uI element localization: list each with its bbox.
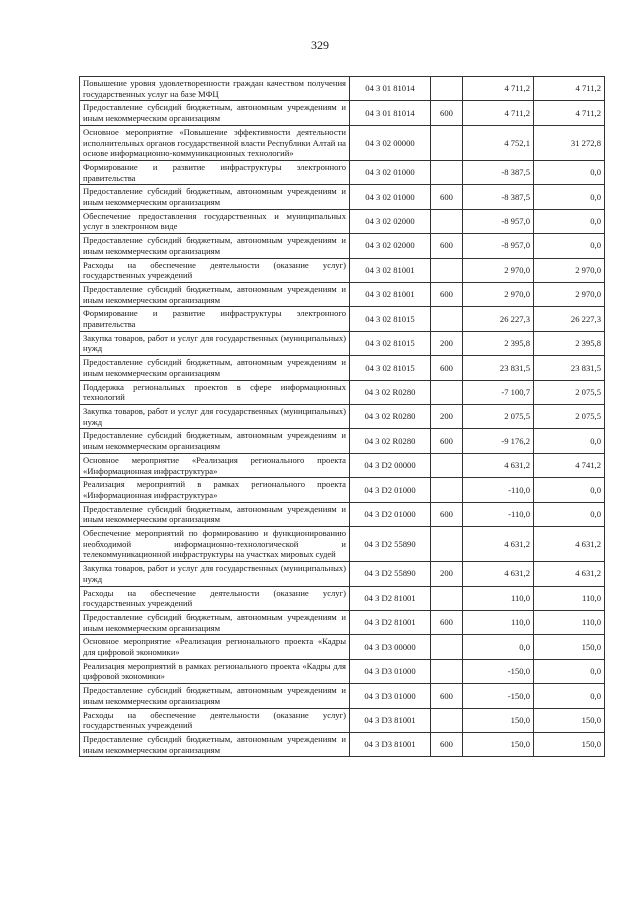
- expense-type-cell: [431, 209, 463, 233]
- expense-type-cell: 600: [431, 101, 463, 125]
- table-row: [80, 331, 605, 355]
- amount-change-cell: 4 711,2: [463, 77, 534, 101]
- expense-name-cell: Предоставление субсидий бюджетным, автономным учреждениям и иным некоммерческим организациям: [80, 282, 350, 306]
- budget-code-cell: 04 3 D3 01000: [350, 659, 431, 683]
- amount-total-cell: 4 631,2: [534, 527, 605, 562]
- table-row: [80, 610, 605, 634]
- table-row: [80, 586, 605, 610]
- amount-total-cell: 0,0: [534, 478, 605, 502]
- budget-code-cell: 04 3 D2 01000: [350, 478, 431, 502]
- table-row: [80, 234, 605, 258]
- budget-code-cell: 04 3 D3 00000: [350, 635, 431, 659]
- expense-type-cell: 600: [431, 684, 463, 708]
- amount-total-cell: 2 395,8: [534, 331, 605, 355]
- budget-code-cell: 04 3 01 81014: [350, 77, 431, 101]
- table-row: [80, 562, 605, 586]
- amount-change-cell: 2 395,8: [463, 331, 534, 355]
- amount-change-cell: -110,0: [463, 478, 534, 502]
- table-row: [80, 404, 605, 428]
- amount-total-cell: 0,0: [534, 234, 605, 258]
- expense-name-cell: Основное мероприятие «Реализация регионального проекта «Информационная инфраструктура»: [80, 453, 350, 477]
- expense-type-cell: [431, 453, 463, 477]
- amount-change-cell: 150,0: [463, 708, 534, 732]
- budget-code-cell: 04 3 02 81001: [350, 282, 431, 306]
- amount-total-cell: 0,0: [534, 185, 605, 209]
- amount-change-cell: -150,0: [463, 684, 534, 708]
- amount-change-cell: -8 957,0: [463, 234, 534, 258]
- table-row: [80, 478, 605, 502]
- amount-change-cell: -8 957,0: [463, 209, 534, 233]
- amount-total-cell: 0,0: [534, 659, 605, 683]
- table-row: [80, 527, 605, 562]
- budget-code-cell: 04 3 02 02000: [350, 234, 431, 258]
- table-row: [80, 684, 605, 708]
- amount-change-cell: 2 970,0: [463, 258, 534, 282]
- amount-change-cell: 110,0: [463, 610, 534, 634]
- budget-code-cell: 04 3 02 81015: [350, 331, 431, 355]
- amount-total-cell: 2 075,5: [534, 380, 605, 404]
- table-row: [80, 380, 605, 404]
- amount-total-cell: 0,0: [534, 429, 605, 453]
- amount-change-cell: 4 711,2: [463, 101, 534, 125]
- table-row: [80, 307, 605, 331]
- budget-code-cell: 04 3 02 81015: [350, 356, 431, 380]
- budget-code-cell: 04 3 D2 00000: [350, 453, 431, 477]
- expense-name-cell: Реализация мероприятий в рамках регионального проекта «Кадры для цифровой экономики»: [80, 659, 350, 683]
- expense-name-cell: Повышение уровня удовлетворенности граждан качеством получения государственных услуг на базе МФЦ: [80, 77, 350, 101]
- expense-name-cell: Расходы на обеспечение деятельности (оказание услуг) государственных учреждений: [80, 586, 350, 610]
- budget-code-cell: 04 3 D3 01000: [350, 684, 431, 708]
- amount-total-cell: 0,0: [534, 684, 605, 708]
- expense-type-cell: 600: [431, 185, 463, 209]
- amount-total-cell: 110,0: [534, 610, 605, 634]
- expense-type-cell: [431, 527, 463, 562]
- expense-type-cell: [431, 659, 463, 683]
- budget-code-cell: 04 3 02 R0280: [350, 404, 431, 428]
- expense-name-cell: Предоставление субсидий бюджетным, автономным учреждениям и иным некоммерческим организациям: [80, 429, 350, 453]
- expense-type-cell: [431, 258, 463, 282]
- amount-total-cell: 150,0: [534, 732, 605, 756]
- budget-code-cell: 04 3 02 81001: [350, 258, 431, 282]
- table-row: [80, 635, 605, 659]
- budget-code-cell: 04 3 D3 81001: [350, 708, 431, 732]
- amount-change-cell: -7 100,7: [463, 380, 534, 404]
- expense-type-cell: 600: [431, 610, 463, 634]
- expense-name-cell: Расходы на обеспечение деятельности (оказание услуг) государственных учреждений: [80, 708, 350, 732]
- amount-total-cell: 150,0: [534, 708, 605, 732]
- expense-type-cell: 600: [431, 282, 463, 306]
- expense-type-cell: 600: [431, 356, 463, 380]
- amount-total-cell: 26 227,3: [534, 307, 605, 331]
- budget-code-cell: 04 3 02 R0280: [350, 380, 431, 404]
- amount-total-cell: 2 970,0: [534, 282, 605, 306]
- table-row: [80, 732, 605, 756]
- amount-change-cell: 4 631,2: [463, 562, 534, 586]
- amount-change-cell: 2 970,0: [463, 282, 534, 306]
- amount-total-cell: 0,0: [534, 209, 605, 233]
- budget-code-cell: 04 3 01 81014: [350, 101, 431, 125]
- expense-name-cell: Расходы на обеспечение деятельности (оказание услуг) государственных учреждений: [80, 258, 350, 282]
- amount-change-cell: 150,0: [463, 732, 534, 756]
- expense-name-cell: Закупка товаров, работ и услуг для государственных (муниципальных) нужд: [80, 404, 350, 428]
- expense-type-cell: [431, 77, 463, 101]
- table-row: [80, 101, 605, 125]
- table-row: [80, 258, 605, 282]
- amount-change-cell: 4 752,1: [463, 125, 534, 160]
- amount-total-cell: 110,0: [534, 586, 605, 610]
- expense-name-cell: Предоставление субсидий бюджетным, автономным учреждениям и иным некоммерческим организациям: [80, 610, 350, 634]
- amount-change-cell: 2 075,5: [463, 404, 534, 428]
- budget-code-cell: 04 3 D2 81001: [350, 610, 431, 634]
- amount-change-cell: -9 176,2: [463, 429, 534, 453]
- budget-code-cell: 04 3 02 02000: [350, 209, 431, 233]
- table-row: [80, 209, 605, 233]
- expense-name-cell: Поддержка региональных проектов в сфере информационных технологий: [80, 380, 350, 404]
- page-number: 329: [311, 38, 329, 52]
- amount-total-cell: 4 711,2: [534, 77, 605, 101]
- amount-change-cell: 110,0: [463, 586, 534, 610]
- amount-change-cell: 4 631,2: [463, 453, 534, 477]
- expense-type-cell: [431, 708, 463, 732]
- amount-change-cell: -110,0: [463, 502, 534, 526]
- amount-total-cell: 2 970,0: [534, 258, 605, 282]
- expense-name-cell: Предоставление субсидий бюджетным, автономным учреждениям и иным некоммерческим организациям: [80, 732, 350, 756]
- amount-change-cell: 0,0: [463, 635, 534, 659]
- expense-name-cell: Предоставление субсидий бюджетным, автономным учреждениям и иным некоммерческим организациям: [80, 684, 350, 708]
- budget-table: [79, 76, 605, 757]
- amount-total-cell: 0,0: [534, 160, 605, 184]
- amount-change-cell: -150,0: [463, 659, 534, 683]
- table-row: [80, 708, 605, 732]
- table-row: [80, 282, 605, 306]
- budget-code-cell: 04 3 D2 55890: [350, 527, 431, 562]
- expense-name-cell: Предоставление субсидий бюджетным, автономным учреждениям и иным некоммерческим организациям: [80, 234, 350, 258]
- amount-change-cell: -8 387,5: [463, 185, 534, 209]
- amount-change-cell: 23 831,5: [463, 356, 534, 380]
- budget-code-cell: 04 3 02 01000: [350, 160, 431, 184]
- expense-name-cell: Обеспечение мероприятий по формированию и функционированию необходимой информационно-технологической и телекоммуникационной инфраструктуры на участках мировых судей: [80, 527, 350, 562]
- table-row: [80, 429, 605, 453]
- expense-type-cell: 600: [431, 732, 463, 756]
- table-row: [80, 659, 605, 683]
- table-row: [80, 77, 605, 101]
- budget-code-cell: 04 3 D3 81001: [350, 732, 431, 756]
- budget-code-cell: 04 3 02 01000: [350, 185, 431, 209]
- table-row: [80, 160, 605, 184]
- expense-name-cell: Предоставление субсидий бюджетным, автономным учреждениям и иным некоммерческим организациям: [80, 356, 350, 380]
- amount-total-cell: 150,0: [534, 635, 605, 659]
- table-row: [80, 185, 605, 209]
- expense-name-cell: Формирование и развитие инфраструктуры электронного правительства: [80, 307, 350, 331]
- budget-code-cell: 04 3 02 00000: [350, 125, 431, 160]
- amount-total-cell: 4 631,2: [534, 562, 605, 586]
- amount-total-cell: 23 831,5: [534, 356, 605, 380]
- budget-code-cell: 04 3 D2 81001: [350, 586, 431, 610]
- expense-name-cell: Закупка товаров, работ и услуг для государственных (муниципальных) нужд: [80, 562, 350, 586]
- amount-total-cell: 0,0: [534, 502, 605, 526]
- expense-type-cell: [431, 307, 463, 331]
- table-row: [80, 125, 605, 160]
- budget-table-body: [80, 77, 605, 757]
- amount-change-cell: -8 387,5: [463, 160, 534, 184]
- expense-type-cell: [431, 125, 463, 160]
- amount-total-cell: 4 741,2: [534, 453, 605, 477]
- expense-type-cell: 600: [431, 234, 463, 258]
- expense-name-cell: Предоставление субсидий бюджетным, автономным учреждениям и иным некоммерческим организациям: [80, 101, 350, 125]
- expense-type-cell: [431, 478, 463, 502]
- table-row: [80, 356, 605, 380]
- expense-type-cell: 600: [431, 502, 463, 526]
- expense-type-cell: [431, 586, 463, 610]
- expense-type-cell: 200: [431, 404, 463, 428]
- budget-code-cell: 04 3 D2 01000: [350, 502, 431, 526]
- expense-type-cell: [431, 380, 463, 404]
- expense-name-cell: Формирование и развитие инфраструктуры электронного правительства: [80, 160, 350, 184]
- expense-type-cell: 200: [431, 562, 463, 586]
- table-row: [80, 502, 605, 526]
- expense-name-cell: Реализация мероприятий в рамках регионального проекта «Информационная инфраструктура»: [80, 478, 350, 502]
- expense-name-cell: Предоставление субсидий бюджетным, автономным учреждениям и иным некоммерческим организациям: [80, 502, 350, 526]
- amount-change-cell: 26 227,3: [463, 307, 534, 331]
- expense-name-cell: Основное мероприятие «Реализация регионального проекта «Кадры для цифровой экономики»: [80, 635, 350, 659]
- expense-name-cell: Основное мероприятие «Повышение эффективности деятельности исполнительных органов государственной власти Республики Алтай на основе информационно-коммуникационных технологий»: [80, 125, 350, 160]
- expense-type-cell: 600: [431, 429, 463, 453]
- expense-type-cell: [431, 160, 463, 184]
- amount-total-cell: 2 075,5: [534, 404, 605, 428]
- budget-code-cell: 04 3 02 R0280: [350, 429, 431, 453]
- amount-change-cell: 4 631,2: [463, 527, 534, 562]
- table-row: [80, 453, 605, 477]
- budget-code-cell: 04 3 D2 55890: [350, 562, 431, 586]
- expense-type-cell: 200: [431, 331, 463, 355]
- amount-total-cell: 4 711,2: [534, 101, 605, 125]
- expense-type-cell: [431, 635, 463, 659]
- budget-code-cell: 04 3 02 81015: [350, 307, 431, 331]
- expense-name-cell: Предоставление субсидий бюджетным, автономным учреждениям и иным некоммерческим организациям: [80, 185, 350, 209]
- expense-name-cell: Обеспечение предоставления государственных и муниципальных услуг в электронном виде: [80, 209, 350, 233]
- amount-total-cell: 31 272,8: [534, 125, 605, 160]
- expense-name-cell: Закупка товаров, работ и услуг для государственных (муниципальных) нужд: [80, 331, 350, 355]
